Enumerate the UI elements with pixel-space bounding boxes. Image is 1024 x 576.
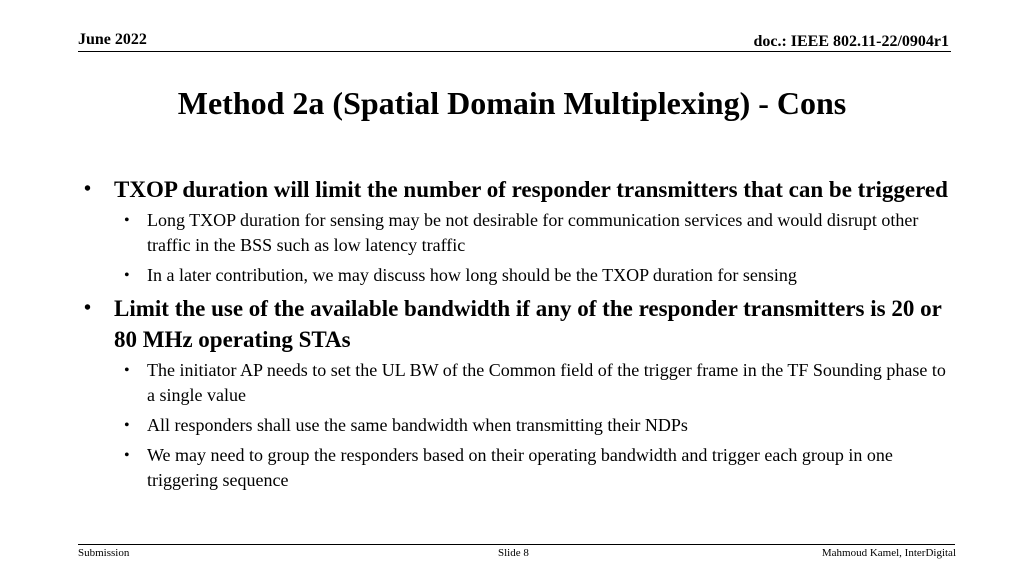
header-divider [78,51,951,52]
footer-author: Mahmoud Kamel, InterDigital [821,547,956,559]
header-date: June 2022 [78,31,147,48]
slide-title: Method 2a (Spatial Domain Multiplexing) - Cons [177,85,847,121]
sub-bullet-text: We may need to group the responders based on their operating bandwidth and trigger each group in one triggering sequence [147,445,893,490]
bullet-icon: • [124,212,130,229]
bullet-icon: • [124,267,130,284]
bullet-icon: • [124,417,130,434]
bullet-text: TXOP duration will limit the number of responder transmitters that can be triggered [114,177,948,202]
sub-bullet-text: The initiator AP needs to set the UL BW of the Common field of the trigger frame in the TF Sounding phase to a single value [147,360,946,405]
sub-bullet-text: Long TXOP duration for sensing may be not desirable for communication services and would disrupt other traffic in the BSS such as low latency traffic [147,210,919,255]
sub-bullet-text: In a later contribution, we may discuss how long should be the TXOP duration for sensing [147,265,797,285]
sub-bullet-text: All responders shall use the same bandwidth when transmitting their NDPs [147,415,688,435]
footer-submission: Submission [78,547,130,559]
bullet-icon: • [124,362,130,379]
slide-body [84,174,954,498]
sub-bullet-item [124,443,954,493]
bullet-icon: • [84,178,92,200]
header-doc-id: doc.: IEEE 802.11-22/0904r1 [753,33,949,50]
bullet-text: Limit the use of the available bandwidth if any of the responder transmitters is 20 or 80 MHz operating STAs [114,296,942,352]
sub-bullet-item [124,413,954,438]
sub-bullet-item [124,208,954,258]
footer-divider [78,544,955,545]
bullet-icon: • [84,297,92,319]
sub-bullet-item [124,263,954,288]
bullet-item [84,174,954,205]
bullet-item [84,293,954,355]
bullet-icon: • [124,447,130,464]
footer-slide-number: Slide 8 [498,547,529,559]
sub-bullet-item [124,358,954,408]
